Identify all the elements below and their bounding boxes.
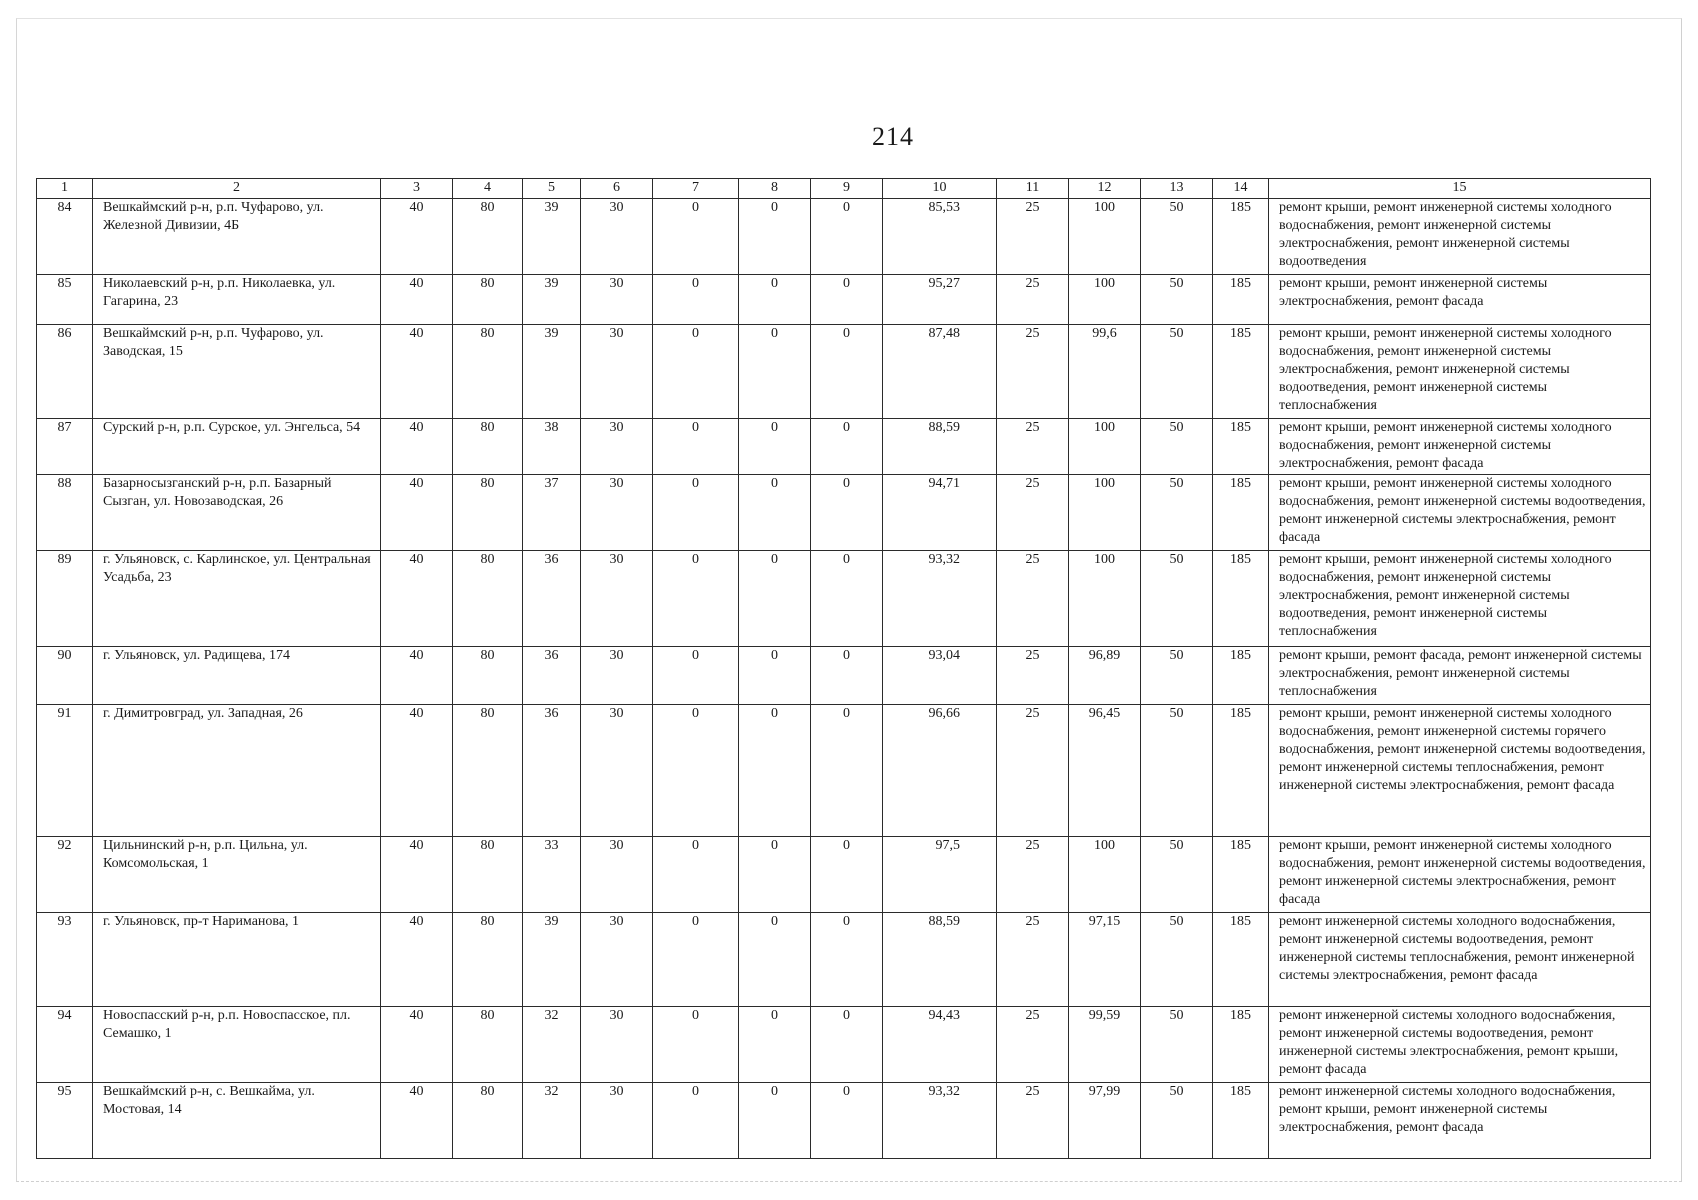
works-cell: ремонт крыши, ремонт инженерной системы холодного водоснабжения, ремонт инженерной системы электроснабжения, ремонт фасада: [1269, 419, 1651, 475]
value-cell: 39: [523, 325, 581, 419]
value-cell: 40: [381, 551, 453, 647]
value-cell: 25: [997, 419, 1069, 475]
row-number: 93: [37, 913, 93, 1007]
value-cell: 25: [997, 199, 1069, 275]
table-row: [37, 325, 1651, 419]
value-cell: 39: [523, 199, 581, 275]
value-cell: 93,32: [883, 1083, 997, 1159]
value-cell: 25: [997, 705, 1069, 837]
column-header-12: 12: [1069, 179, 1141, 199]
column-header-8: 8: [739, 179, 811, 199]
value-cell: 0: [653, 1007, 739, 1083]
value-cell: 0: [739, 705, 811, 837]
value-cell: 80: [453, 475, 523, 551]
table-row: [37, 199, 1651, 275]
value-cell: 0: [739, 551, 811, 647]
value-cell: 0: [653, 1083, 739, 1159]
value-cell: 25: [997, 837, 1069, 913]
value-cell: 36: [523, 647, 581, 705]
works-cell: ремонт инженерной системы холодного водоснабжения, ремонт инженерной системы водоотведения, ремонт инженерной системы теплоснабжения, ремонт инженерной системы электроснабжения, ремонт фасада: [1269, 913, 1651, 1007]
value-cell: 40: [381, 1083, 453, 1159]
value-cell: 30: [581, 647, 653, 705]
value-cell: 87,48: [883, 325, 997, 419]
works-cell: ремонт инженерной системы холодного водоснабжения, ремонт крыши, ремонт инженерной системы электроснабжения, ремонт фасада: [1269, 1083, 1651, 1159]
value-cell: 80: [453, 419, 523, 475]
value-cell: 30: [581, 325, 653, 419]
value-cell: 185: [1213, 419, 1269, 475]
table-row: [37, 705, 1651, 837]
value-cell: 0: [811, 325, 883, 419]
address-cell: Вешкаймский р-н, р.п. Чуфарово, ул. Железной Дивизии, 4Б: [93, 199, 381, 275]
value-cell: 96,45: [1069, 705, 1141, 837]
table-row: [37, 475, 1651, 551]
value-cell: 50: [1141, 913, 1213, 1007]
value-cell: 100: [1069, 551, 1141, 647]
value-cell: 39: [523, 275, 581, 325]
value-cell: 40: [381, 647, 453, 705]
value-cell: 100: [1069, 199, 1141, 275]
row-number: 89: [37, 551, 93, 647]
value-cell: 0: [653, 325, 739, 419]
address-cell: Вешкаймский р-н, р.п. Чуфарово, ул. Заводская, 15: [93, 325, 381, 419]
value-cell: 40: [381, 913, 453, 1007]
row-number: 87: [37, 419, 93, 475]
value-cell: 25: [997, 475, 1069, 551]
column-header-5: 5: [523, 179, 581, 199]
value-cell: 0: [739, 1007, 811, 1083]
value-cell: 99,59: [1069, 1007, 1141, 1083]
value-cell: 25: [997, 913, 1069, 1007]
row-number: 91: [37, 705, 93, 837]
column-header-10: 10: [883, 179, 997, 199]
value-cell: 50: [1141, 705, 1213, 837]
value-cell: 25: [997, 551, 1069, 647]
value-cell: 30: [581, 551, 653, 647]
value-cell: 80: [453, 325, 523, 419]
value-cell: 25: [997, 275, 1069, 325]
value-cell: 0: [739, 475, 811, 551]
table-row: [37, 837, 1651, 913]
works-cell: ремонт крыши, ремонт инженерной системы холодного водоснабжения, ремонт инженерной системы водоотведения, ремонт инженерной системы электроснабжения, ремонт фасада: [1269, 475, 1651, 551]
value-cell: 30: [581, 1083, 653, 1159]
table-row: [37, 1083, 1651, 1159]
value-cell: 88,59: [883, 913, 997, 1007]
works-cell: ремонт крыши, ремонт фасада, ремонт инженерной системы электроснабжения, ремонт инженерной системы теплоснабжения: [1269, 647, 1651, 705]
value-cell: 80: [453, 1007, 523, 1083]
value-cell: 0: [739, 325, 811, 419]
value-cell: 32: [523, 1007, 581, 1083]
value-cell: 0: [653, 199, 739, 275]
works-cell: ремонт крыши, ремонт инженерной системы холодного водоснабжения, ремонт инженерной системы электроснабжения, ремонт инженерной системы водоотведения, ремонт инженерной системы теплоснабжения: [1269, 325, 1651, 419]
address-cell: г. Ульяновск, ул. Радищева, 174: [93, 647, 381, 705]
page-number: 214: [872, 122, 914, 151]
value-cell: 100: [1069, 275, 1141, 325]
value-cell: 0: [811, 551, 883, 647]
value-cell: 0: [811, 199, 883, 275]
column-header-13: 13: [1141, 179, 1213, 199]
value-cell: 40: [381, 705, 453, 837]
row-number: 92: [37, 837, 93, 913]
value-cell: 36: [523, 705, 581, 837]
row-number: 90: [37, 647, 93, 705]
column-header-4: 4: [453, 179, 523, 199]
column-header-15: 15: [1269, 179, 1651, 199]
value-cell: 80: [453, 1083, 523, 1159]
value-cell: 99,6: [1069, 325, 1141, 419]
value-cell: 80: [453, 647, 523, 705]
value-cell: 50: [1141, 1083, 1213, 1159]
value-cell: 50: [1141, 475, 1213, 551]
value-cell: 32: [523, 1083, 581, 1159]
value-cell: 50: [1141, 419, 1213, 475]
value-cell: 0: [739, 419, 811, 475]
value-cell: 30: [581, 1007, 653, 1083]
value-cell: 36: [523, 551, 581, 647]
value-cell: 0: [739, 837, 811, 913]
value-cell: 0: [653, 913, 739, 1007]
table-header: [37, 179, 1651, 199]
value-cell: 80: [453, 837, 523, 913]
value-cell: 185: [1213, 1007, 1269, 1083]
row-number: 88: [37, 475, 93, 551]
address-cell: Сурский р-н, р.п. Сурское, ул. Энгельса, 54: [93, 419, 381, 475]
value-cell: 100: [1069, 837, 1141, 913]
value-cell: 185: [1213, 475, 1269, 551]
value-cell: 0: [811, 647, 883, 705]
address-cell: Николаевский р-н, р.п. Николаевка, ул. Гагарина, 23: [93, 275, 381, 325]
value-cell: 30: [581, 419, 653, 475]
value-cell: 0: [653, 275, 739, 325]
value-cell: 88,59: [883, 419, 997, 475]
works-cell: ремонт крыши, ремонт инженерной системы холодного водоснабжения, ремонт инженерной системы электроснабжения, ремонт инженерной системы водоотведения, ремонт инженерной системы теплоснабжения: [1269, 551, 1651, 647]
column-header-14: 14: [1213, 179, 1269, 199]
column-header-6: 6: [581, 179, 653, 199]
address-cell: г. Димитровград, ул. Западная, 26: [93, 705, 381, 837]
column-header-7: 7: [653, 179, 739, 199]
table-row: [37, 419, 1651, 475]
value-cell: 93,32: [883, 551, 997, 647]
value-cell: 185: [1213, 1083, 1269, 1159]
value-cell: 25: [997, 647, 1069, 705]
value-cell: 94,43: [883, 1007, 997, 1083]
address-cell: г. Ульяновск, с. Карлинское, ул. Центральная Усадьба, 23: [93, 551, 381, 647]
value-cell: 50: [1141, 551, 1213, 647]
value-cell: 0: [811, 837, 883, 913]
value-cell: 0: [811, 1083, 883, 1159]
row-number: 84: [37, 199, 93, 275]
value-cell: 30: [581, 705, 653, 837]
value-cell: 0: [739, 275, 811, 325]
row-number: 85: [37, 275, 93, 325]
address-cell: Вешкаймский р-н, с. Вешкайма, ул. Мостовая, 14: [93, 1083, 381, 1159]
value-cell: 0: [811, 913, 883, 1007]
value-cell: 0: [739, 647, 811, 705]
column-header-3: 3: [381, 179, 453, 199]
value-cell: 0: [811, 475, 883, 551]
value-cell: 50: [1141, 1007, 1213, 1083]
row-number: 95: [37, 1083, 93, 1159]
value-cell: 40: [381, 419, 453, 475]
table-row: [37, 1007, 1651, 1083]
value-cell: 38: [523, 419, 581, 475]
value-cell: 0: [653, 647, 739, 705]
value-cell: 40: [381, 1007, 453, 1083]
value-cell: 40: [381, 275, 453, 325]
value-cell: 97,15: [1069, 913, 1141, 1007]
value-cell: 0: [653, 475, 739, 551]
address-cell: Новоспасский р-н, р.п. Новоспасское, пл. Семашко, 1: [93, 1007, 381, 1083]
value-cell: 0: [739, 1083, 811, 1159]
value-cell: 80: [453, 551, 523, 647]
value-cell: 80: [453, 199, 523, 275]
value-cell: 185: [1213, 325, 1269, 419]
value-cell: 50: [1141, 837, 1213, 913]
value-cell: 37: [523, 475, 581, 551]
value-cell: 95,27: [883, 275, 997, 325]
value-cell: 0: [653, 419, 739, 475]
value-cell: 40: [381, 199, 453, 275]
value-cell: 30: [581, 837, 653, 913]
value-cell: 0: [653, 837, 739, 913]
address-cell: г. Ульяновск, пр-т Нариманова, 1: [93, 913, 381, 1007]
value-cell: 185: [1213, 837, 1269, 913]
value-cell: 93,04: [883, 647, 997, 705]
table-row: [37, 913, 1651, 1007]
works-cell: ремонт крыши, ремонт инженерной системы электроснабжения, ремонт фасада: [1269, 275, 1651, 325]
value-cell: 0: [811, 1007, 883, 1083]
works-cell: ремонт крыши, ремонт инженерной системы холодного водоснабжения, ремонт инженерной системы водоотведения, ремонт инженерной системы электроснабжения, ремонт фасада: [1269, 837, 1651, 913]
value-cell: 94,71: [883, 475, 997, 551]
table-body: [37, 199, 1651, 1159]
value-cell: 100: [1069, 475, 1141, 551]
column-header-9: 9: [811, 179, 883, 199]
works-cell: ремонт крыши, ремонт инженерной системы холодного водоснабжения, ремонт инженерной системы горячего водоснабжения, ремонт инженерной системы водоотведения, ремонт инженерной системы теплоснабжения, ремонт инженерной системы электроснабжения, ремонт фасада: [1269, 705, 1651, 837]
value-cell: 85,53: [883, 199, 997, 275]
value-cell: 80: [453, 275, 523, 325]
value-cell: 50: [1141, 647, 1213, 705]
value-cell: 100: [1069, 419, 1141, 475]
value-cell: 96,89: [1069, 647, 1141, 705]
address-cell: Цильнинский р-н, р.п. Цильна, ул. Комсомольская, 1: [93, 837, 381, 913]
works-cell: ремонт инженерной системы холодного водоснабжения, ремонт инженерной системы водоотведения, ремонт инженерной системы электроснабжения, ремонт крыши, ремонт фасада: [1269, 1007, 1651, 1083]
value-cell: 33: [523, 837, 581, 913]
table-row: [37, 275, 1651, 325]
address-cell: Базарносызганский р-н, р.п. Базарный Сызган, ул. Новозаводская, 26: [93, 475, 381, 551]
value-cell: 50: [1141, 325, 1213, 419]
value-cell: 40: [381, 325, 453, 419]
value-cell: 25: [997, 1083, 1069, 1159]
row-number: 94: [37, 1007, 93, 1083]
row-number: 86: [37, 325, 93, 419]
value-cell: 30: [581, 475, 653, 551]
value-cell: 30: [581, 199, 653, 275]
value-cell: 185: [1213, 647, 1269, 705]
value-cell: 50: [1141, 275, 1213, 325]
value-cell: 96,66: [883, 705, 997, 837]
value-cell: 185: [1213, 913, 1269, 1007]
value-cell: 50: [1141, 199, 1213, 275]
value-cell: 0: [811, 419, 883, 475]
value-cell: 185: [1213, 199, 1269, 275]
value-cell: 30: [581, 275, 653, 325]
value-cell: 185: [1213, 275, 1269, 325]
value-cell: 25: [997, 325, 1069, 419]
table-row: [37, 647, 1651, 705]
value-cell: 97,5: [883, 837, 997, 913]
value-cell: 80: [453, 705, 523, 837]
value-cell: 30: [581, 913, 653, 1007]
value-cell: 0: [653, 551, 739, 647]
value-cell: 185: [1213, 705, 1269, 837]
column-header-11: 11: [997, 179, 1069, 199]
value-cell: 0: [811, 705, 883, 837]
column-header-2: 2: [93, 179, 381, 199]
value-cell: 185: [1213, 551, 1269, 647]
value-cell: 0: [811, 275, 883, 325]
value-cell: 0: [739, 913, 811, 1007]
column-header-1: 1: [37, 179, 93, 199]
value-cell: 97,99: [1069, 1083, 1141, 1159]
value-cell: 0: [739, 199, 811, 275]
repair-table: [36, 178, 1651, 1159]
value-cell: 39: [523, 913, 581, 1007]
value-cell: 40: [381, 837, 453, 913]
value-cell: 40: [381, 475, 453, 551]
value-cell: 80: [453, 913, 523, 1007]
value-cell: 0: [653, 705, 739, 837]
works-cell: ремонт крыши, ремонт инженерной системы холодного водоснабжения, ремонт инженерной системы электроснабжения, ремонт инженерной системы водоотведения: [1269, 199, 1651, 275]
table-row: [37, 551, 1651, 647]
value-cell: 25: [997, 1007, 1069, 1083]
